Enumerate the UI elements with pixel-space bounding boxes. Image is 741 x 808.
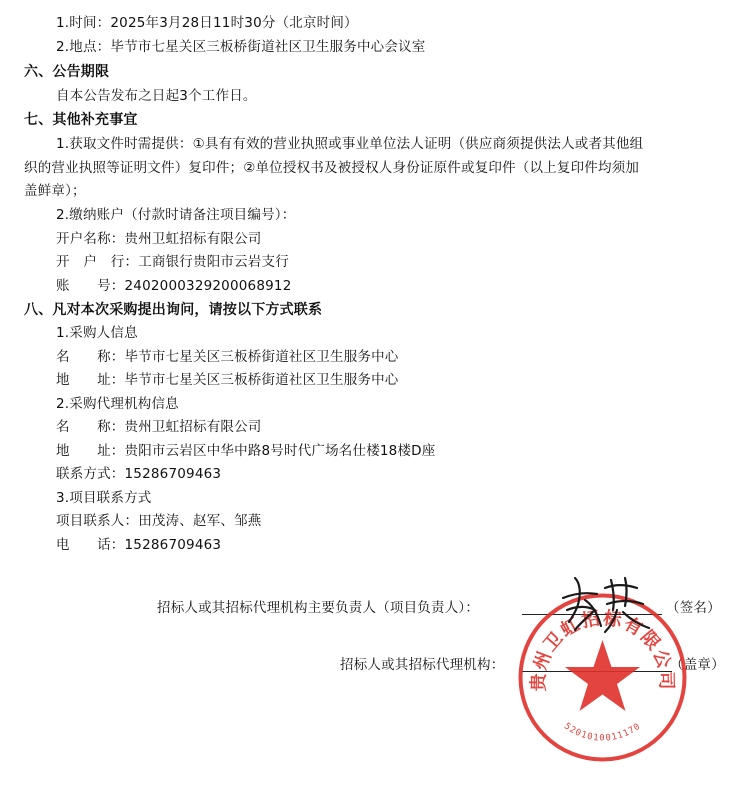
documents-required-line-3: 盖鲜章）； bbox=[24, 183, 86, 199]
section-heading-contact: 八、凡对本次采购提出询问，请按以下方式联系 bbox=[24, 302, 323, 318]
notice-line-location: 2.地点：毕节市七星关区三板桥街道社区卫生服务中心会议室 bbox=[56, 39, 426, 55]
agency-address: 地 址：贵阳市云岩区中华中路8号时代广场名仕楼18楼D座 bbox=[56, 443, 436, 459]
agency-info-heading: 2.采购代理机构信息 bbox=[56, 396, 179, 412]
payment-account-heading: 2.缴纳账户（付款时请备注项目编号）： bbox=[56, 207, 296, 223]
announcement-period-text: 自本公告发布之日起3个工作日。 bbox=[56, 88, 257, 104]
seal-company-name: 贵州卫虹招标有限公司 bbox=[528, 607, 677, 692]
svg-text:5201010011170 bbox=[562, 721, 643, 743]
section-heading-announcement-period: 六、公告期限 bbox=[24, 64, 110, 80]
notice-line-time: 1.时间：2025年3月28日11时30分（北京时间） bbox=[56, 15, 358, 31]
handwritten-signature bbox=[545, 570, 665, 640]
agency-name: 名 称：贵州卫虹招标有限公司 bbox=[56, 419, 262, 435]
agency-contact-phone: 联系方式：15286709463 bbox=[56, 466, 222, 482]
project-contact-persons: 项目联系人：田茂涛、赵军、邹燕 bbox=[56, 513, 262, 529]
purchaser-info-heading: 1.采购人信息 bbox=[56, 325, 138, 341]
project-contact-heading: 3.项目联系方式 bbox=[56, 490, 152, 506]
documents-required-line-2: 织的营业执照等证明文件）复印件；②单位授权书及被授权人身份证原件或复印件（以上复印件均须加 bbox=[24, 160, 640, 176]
purchaser-address: 地 址：毕节市七星关区三板桥街道社区卫生服务中心 bbox=[56, 372, 399, 388]
project-contact-phone: 电 话：15286709463 bbox=[56, 537, 222, 553]
section-heading-other-matters: 七、其他补充事宜 bbox=[24, 112, 138, 128]
purchaser-name: 名 称：毕节市七星关区三板桥街道社区卫生服务中心 bbox=[56, 349, 399, 365]
leader-signature-label: 招标人或其招标代理机构主要负责人（项目负责人）： bbox=[157, 600, 480, 616]
seal-number: 5201010011170 bbox=[561, 721, 644, 744]
account-name: 开户名称：贵州卫虹招标有限公司 bbox=[56, 231, 262, 247]
seal-star-icon bbox=[565, 640, 640, 711]
account-number: 账 号：2402000329200068912 bbox=[56, 278, 292, 294]
account-bank: 开 户 行：工商银行贵阳市云岩支行 bbox=[56, 254, 289, 270]
documents-required-line-1: 1.获取文件时需提供：①具有有效的营业执照或事业单位法人证明（供应商须提供法人或者其他组 bbox=[56, 136, 644, 152]
org-seal-suffix: （盖章） bbox=[670, 657, 725, 673]
leader-signature-suffix: （签名） bbox=[666, 600, 721, 616]
org-seal-label: 招标人或其招标代理机构： bbox=[340, 657, 505, 673]
